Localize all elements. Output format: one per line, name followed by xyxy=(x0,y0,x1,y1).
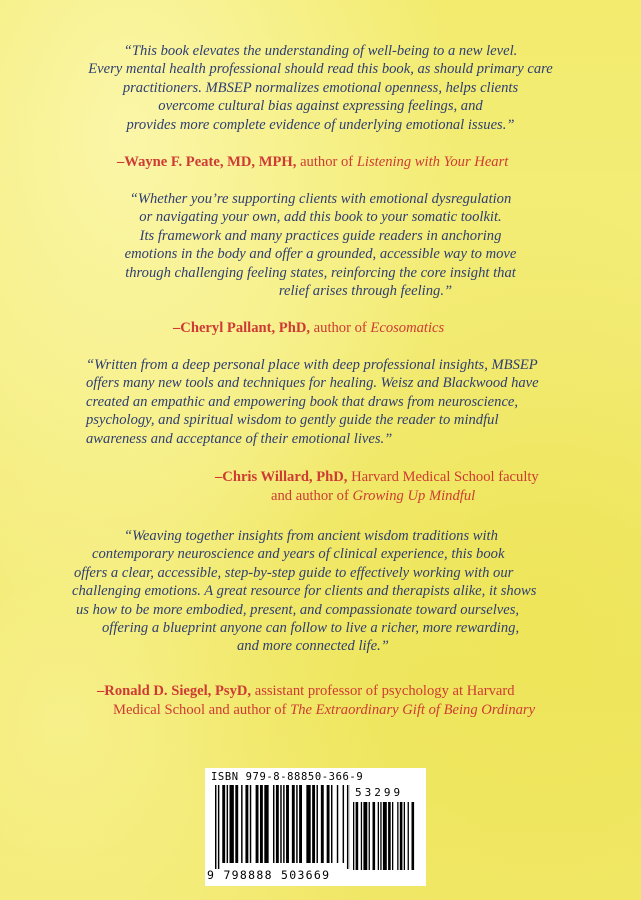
quote-line: “Written from a deep personal place with deep professional insights, MBSEP xyxy=(86,357,538,373)
book-title: Ecosomatics xyxy=(370,320,445,336)
barcode-bar xyxy=(280,785,281,863)
barcode-bar xyxy=(245,785,248,863)
barcode-bar xyxy=(327,785,330,863)
barcode-bar xyxy=(347,785,348,869)
barcode-bar xyxy=(397,802,398,870)
ean-barcode-bars xyxy=(215,785,350,871)
isbn-label: ISBN 979-8-88850-366-9 xyxy=(211,771,364,783)
barcode-bar xyxy=(299,785,302,863)
barcode-bar xyxy=(343,785,344,863)
barcode-bar xyxy=(369,802,370,870)
barcode-bar xyxy=(356,802,359,870)
barcode-bar xyxy=(241,785,242,863)
author-role: and author of xyxy=(271,488,353,504)
quote-line: Every mental health professional should read this book, as should primary care xyxy=(88,61,553,78)
quote-line: Its framework and many practices guide readers in anchoring xyxy=(139,227,502,244)
attribution-1 xyxy=(117,153,508,171)
quote-line: offers a clear, accessible, step-by-step guide to effectively working with our xyxy=(74,564,514,581)
barcode-bar xyxy=(296,785,297,863)
barcode-bar xyxy=(317,785,318,863)
barcode-bar xyxy=(276,785,279,863)
quote-line: “Whether you’re supporting clients with emotional dysregulation xyxy=(129,191,512,207)
quote-line: emotions in the body and offer a grounded, accessible way to move xyxy=(124,246,517,263)
barcode-bar xyxy=(235,785,238,863)
author-name: –Ronald D. Siegel, PsyD, xyxy=(97,683,252,699)
attribution-4-line2 xyxy=(113,701,535,719)
barcode-bar xyxy=(312,785,315,863)
attribution-3 xyxy=(215,468,539,486)
barcode-bar xyxy=(353,802,354,870)
book-title: The Extraordinary Gift of Being Ordinary xyxy=(290,702,536,718)
barcode-bar xyxy=(286,785,289,863)
barcode-bar xyxy=(331,785,332,863)
quote-line: offers many new tools and techniques for healing. Weisz and Blackwood have xyxy=(86,375,539,392)
quote-line: “Weaving together insights from ancient wisdom traditions with xyxy=(124,528,498,544)
author-name: –Wayne F. Peate, MD, MPH, xyxy=(117,154,297,170)
barcode-bar xyxy=(412,802,415,870)
barcode-bar xyxy=(363,802,367,870)
barcode-bar xyxy=(373,802,376,870)
quote-line: challenging emotions. A great resource for clients and therapists alike, it shows xyxy=(72,583,537,600)
book-title: Growing Up Mindful xyxy=(352,488,476,504)
quote-line: practitioners. MBSEP normalizes emotional openness, helps clients xyxy=(122,79,519,96)
author-role: author of xyxy=(310,320,371,336)
author-role: author of xyxy=(296,154,357,170)
quote-line: provides more complete evidence of underlying emotional issues.” xyxy=(126,116,515,133)
quote-1 xyxy=(0,42,641,134)
quote-line: overcome cultural bias against expressing feelings, and xyxy=(158,98,483,115)
quote-line: created an empathic and empowering book that draws from neuroscience, xyxy=(86,393,519,410)
price-barcode-bars xyxy=(353,802,419,870)
barcode-bar xyxy=(337,785,338,863)
attribution-3-line2 xyxy=(271,487,475,505)
barcode-bar xyxy=(256,785,259,863)
quote-line: relief arises through feeling.” xyxy=(278,283,453,300)
barcode-bar xyxy=(404,802,405,870)
author-name: –Chris Willard, PhD, xyxy=(215,469,348,485)
quote-line: through challenging feeling states, reinforcing the core insight that xyxy=(125,264,516,281)
quote-line: psychology, and spiritual wisdom to gently guide the reader to mindful xyxy=(86,412,499,429)
attribution-4 xyxy=(97,682,515,700)
barcode-bar xyxy=(361,802,362,870)
quote-line: “This book elevates the understanding of well-being to a new level. xyxy=(123,43,518,59)
isbn-barcode xyxy=(205,768,426,886)
attribution-2 xyxy=(173,319,444,337)
barcode-bar xyxy=(227,785,228,863)
barcode-bar xyxy=(306,785,310,863)
barcode-bar xyxy=(383,802,387,870)
barcode-bar xyxy=(378,802,379,870)
quote-3 xyxy=(86,356,626,448)
quote-line: contemporary neuroscience and years of clinical experience, this book xyxy=(92,546,505,563)
quote-line: offering a blueprint anyone can follow to live a richer, more rewarding, xyxy=(102,620,520,637)
ean-digits: 9 798888 503669 xyxy=(207,868,331,882)
quote-4 xyxy=(72,527,632,656)
quote-line: us how to be more embodied, present, and compassionate toward ourselves, xyxy=(76,601,520,618)
price-code: 53299 xyxy=(355,786,404,799)
barcode-bar xyxy=(218,785,219,869)
barcode-bar xyxy=(380,802,381,870)
quote-line: and more connected life.” xyxy=(237,638,389,655)
quote-2 xyxy=(0,190,641,300)
barcode-bar xyxy=(230,785,234,863)
quote-line: or navigating your own, add this book to your somatic toolkit. xyxy=(139,209,502,226)
author-role: Harvard Medical School faculty xyxy=(347,469,539,485)
quote-line: awareness and acceptance of their emotional lives.” xyxy=(86,430,393,447)
barcode-bar xyxy=(292,785,295,863)
barcode-bar xyxy=(400,802,403,870)
barcode-bar xyxy=(408,802,409,870)
barcode-bar xyxy=(250,785,251,863)
barcode-bar xyxy=(215,785,216,869)
barcode-bar xyxy=(222,785,225,863)
book-title: Listening with Your Heart xyxy=(356,154,509,170)
author-role: Medical School and author of xyxy=(113,702,291,718)
author-role: assistant professor of psychology at Harvard xyxy=(251,683,515,699)
barcode-bar xyxy=(283,785,284,863)
barcode-bar xyxy=(273,785,274,863)
barcode-bar xyxy=(260,785,263,863)
barcode-bar xyxy=(321,785,324,863)
barcode-bar xyxy=(264,785,268,863)
author-name: –Cheryl Pallant, PhD, xyxy=(173,320,311,336)
barcode-bar xyxy=(388,802,391,870)
barcode-bar xyxy=(392,802,393,870)
